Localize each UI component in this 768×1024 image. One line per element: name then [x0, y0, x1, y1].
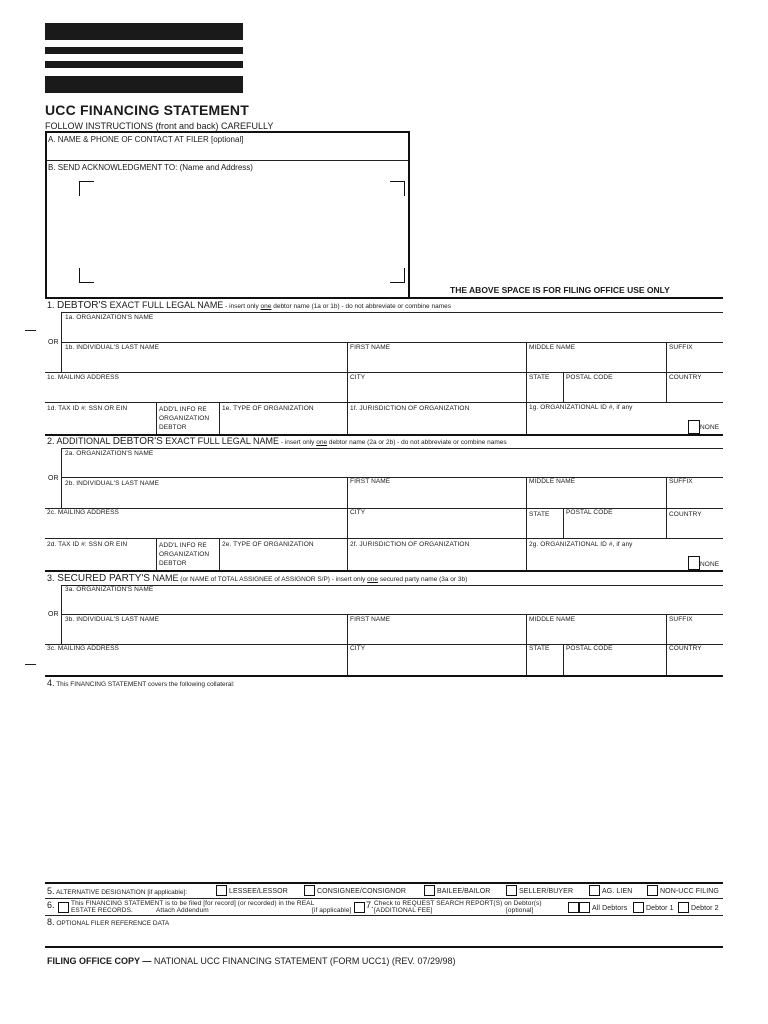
last-name-field[interactable]: 3b. INDIVIDUAL'S LAST NAME — [65, 616, 160, 623]
col-line — [156, 538, 157, 570]
section-2-heading — [47, 436, 507, 448]
section-4-heading — [47, 678, 235, 690]
consignee-consignor-checkbox[interactable] — [304, 885, 315, 896]
row-line — [45, 915, 723, 916]
bailee-bailor-label: BAILEE/BAILOR — [437, 888, 491, 895]
section-5-heading — [47, 886, 187, 898]
header-bar-1 — [45, 23, 243, 40]
debtor-2-label: Debtor 2 — [691, 905, 719, 912]
section-note: - insert only — [223, 303, 261, 310]
row-line — [45, 402, 723, 403]
state-field[interactable]: STATE — [529, 374, 550, 381]
col-line — [526, 402, 527, 434]
country-field[interactable]: COUNTRY — [669, 511, 702, 518]
section-note: debtor name (2a or 2b) - do not abbreviate or combine names — [327, 439, 507, 446]
none-label: NONE — [700, 424, 720, 431]
middle-name-field[interactable]: MIDDLE NAME — [529, 344, 576, 351]
alt-designation-label: ALTERNATIVE DESIGNATION [if applicable]: — [54, 889, 188, 896]
jurisdiction-field[interactable]: 2f. JURISDICTION OF ORGANIZATION — [350, 541, 470, 548]
acknowledgment-field[interactable]: B. SEND ACKNOWLEDGMENT TO: (Name and Address) — [48, 163, 253, 172]
mailing-address-field[interactable]: 2c. MAILING ADDRESS — [47, 509, 119, 516]
middle-name-field[interactable]: MIDDLE NAME — [529, 616, 576, 623]
bailee-bailor-checkbox[interactable] — [424, 885, 435, 896]
none-checkbox[interactable] — [688, 420, 700, 434]
debtor-1-checkbox[interactable] — [633, 902, 644, 913]
row-line — [61, 477, 723, 478]
real-estate-line-2b: Attach Addendum — [156, 907, 209, 914]
org-name-field[interactable]: 3a. ORGANIZATION'S NAME — [65, 586, 154, 593]
section-6-number: 6. — [47, 900, 55, 910]
middle-name-field[interactable]: MIDDLE NAME — [529, 478, 576, 485]
section-rule — [45, 570, 723, 572]
section-rule — [45, 882, 723, 884]
section-note-emphasis: one — [260, 303, 272, 310]
or-label: OR — [48, 611, 59, 618]
real-estate-records-checkbox[interactable] — [58, 902, 69, 913]
filer-box — [45, 131, 410, 299]
contact-field[interactable]: A. NAME & PHONE OF CONTACT AT FILER [optional] — [48, 135, 244, 144]
header-bar-3 — [45, 61, 243, 68]
suffix-field[interactable]: SUFFIX — [669, 344, 693, 351]
org-type-field[interactable]: 2e. TYPE OF ORGANIZATION — [222, 541, 314, 548]
addl-info-line: DEBTOR — [159, 424, 187, 431]
header-bar-2 — [45, 47, 243, 54]
city-field[interactable]: CITY — [350, 374, 366, 381]
section-number: 3. — [47, 573, 55, 583]
seller-buyer-label: SELLER/BUYER — [519, 888, 574, 895]
collateral-label: This FINANCING STATEMENT covers the following collateral: — [54, 681, 235, 688]
col-line — [347, 402, 348, 434]
section-note: debtor name (1a or 1b) - do not abbreviate or combine names — [271, 303, 451, 310]
ag-lien-label: AG. LIEN — [602, 888, 633, 895]
bracket-bottom-left — [79, 268, 94, 283]
mailing-address-field[interactable]: 3c. MAILING ADDRESS — [47, 645, 119, 652]
row-line — [45, 644, 723, 645]
section-rule — [45, 297, 723, 299]
search-report-checkbox[interactable] — [568, 902, 579, 913]
row-line — [61, 342, 723, 343]
section-title-pre: ADDITIONAL — [54, 436, 113, 446]
row-line — [61, 448, 723, 449]
all-debtors-label: All Debtors — [592, 905, 628, 912]
row-line — [45, 508, 723, 509]
search-report-line-2b: [optional] — [506, 907, 534, 914]
search-report-line-2a: [ADDITIONAL FEE] — [374, 907, 433, 914]
footer-rule — [45, 946, 723, 948]
real-estate-line-2c: [if applicable] — [312, 907, 352, 914]
none-checkbox[interactable] — [688, 556, 700, 570]
tax-id-field[interactable]: 2d. TAX ID #: SSN OR EIN — [47, 541, 128, 548]
all-debtors-checkbox[interactable] — [579, 902, 590, 913]
section-title-rest: EXACT FULL LEGAL NAME — [107, 300, 224, 310]
consignee-consignor-label: CONSIGNEE/CONSIGNOR — [317, 888, 407, 895]
row-line — [45, 372, 723, 373]
non-ucc-filing-checkbox[interactable] — [647, 885, 658, 896]
section-3-heading — [47, 573, 467, 585]
seller-buyer-checkbox[interactable] — [506, 885, 517, 896]
section-title-rest: NAME — [149, 573, 179, 583]
debtor-2-checkbox[interactable] — [678, 902, 689, 913]
col-line — [61, 312, 62, 372]
or-label: OR — [48, 339, 59, 346]
addl-info-label — [159, 541, 209, 568]
section-note-emphasis: one — [316, 439, 328, 446]
first-name-field[interactable]: FIRST NAME — [350, 478, 391, 485]
col-line — [526, 538, 527, 570]
bracket-bottom-right — [390, 268, 405, 283]
bracket-top-left — [79, 181, 94, 196]
col-line — [219, 538, 220, 570]
header-bar-4 — [45, 76, 243, 93]
row-line — [45, 898, 723, 899]
tax-id-field[interactable]: 1d. TAX ID #: SSN OR EIN — [47, 405, 128, 412]
org-name-field[interactable]: 1a. ORGANIZATION'S NAME — [65, 314, 154, 321]
lessee-lessor-checkbox[interactable] — [216, 885, 227, 896]
section-note: - insert only — [279, 439, 317, 446]
org-id-field[interactable]: 1g. ORGANIZATIONAL ID #, if any — [529, 404, 633, 411]
col-line — [61, 448, 62, 508]
col-line — [61, 585, 62, 644]
section-title: DEBTOR'S — [57, 300, 108, 311]
search-report-line-1: Check to REQUEST SEARCH REPORT(S) on Debtor(s) — [374, 900, 542, 907]
col-line — [563, 644, 564, 675]
bracket-top-right — [390, 181, 405, 196]
country-field[interactable]: COUNTRY — [669, 645, 702, 652]
addl-info-label — [159, 405, 209, 432]
attach-addendum-checkbox[interactable] — [354, 902, 365, 913]
city-field[interactable]: CITY — [350, 509, 366, 516]
section-number: 2. — [47, 436, 55, 446]
col-line — [347, 538, 348, 570]
section-note: (or NAME of TOTAL ASSIGNEE of ASSIGNOR S/P) - insert only — [178, 576, 368, 583]
non-ucc-filing-label: NON-UCC FILING — [660, 888, 719, 895]
ag-lien-checkbox[interactable] — [589, 885, 600, 896]
suffix-field[interactable]: SUFFIX — [669, 616, 693, 623]
filer-reference-label: OPTIONAL FILER REFERENCE DATA — [54, 920, 170, 927]
col-line — [156, 402, 157, 434]
state-field[interactable]: STATE — [529, 645, 550, 652]
section-rule — [45, 675, 723, 677]
none-label: NONE — [700, 561, 720, 568]
addl-info-line: ADD'L INFO RE — [159, 406, 207, 413]
addl-info-line: ORGANIZATION — [159, 415, 210, 422]
org-name-field[interactable]: 2a. ORGANIZATION'S NAME — [65, 450, 154, 457]
col-line — [563, 372, 564, 402]
suffix-field[interactable]: SUFFIX — [669, 478, 693, 485]
first-name-field[interactable]: FIRST NAME — [350, 344, 391, 351]
filer-reference-field[interactable] — [45, 928, 723, 946]
real-estate-line-2a: ESTATE RECORDS. — [71, 907, 133, 914]
postal-code-field[interactable]: POSTAL CODE — [566, 645, 613, 652]
jurisdiction-field[interactable]: 1f. JURISDICTION OF ORGANIZATION — [350, 405, 470, 412]
footer-form-id: NATIONAL UCC FINANCING STATEMENT (FORM UCC1) (REV. 07/29/98) — [151, 956, 456, 966]
col-line — [219, 402, 220, 434]
section-7-number: 7. — [366, 900, 374, 910]
addl-info-line: DEBTOR — [159, 560, 187, 567]
form-subtitle: FOLLOW INSTRUCTIONS (front and back) CAREFULLY — [45, 121, 274, 131]
state-field[interactable]: STATE — [529, 511, 550, 518]
debtor-1-label: Debtor 1 — [646, 905, 674, 912]
mailing-address-field[interactable]: 1c. MAILING ADDRESS — [47, 374, 119, 381]
section-number: 5. — [47, 886, 55, 896]
col-line — [563, 508, 564, 538]
city-field[interactable]: CITY — [350, 645, 366, 652]
last-name-field[interactable]: 1b. INDIVIDUAL'S LAST NAME — [65, 344, 160, 351]
addl-info-line: ORGANIZATION — [159, 551, 210, 558]
org-id-field[interactable]: 2g. ORGANIZATIONAL ID #, if any — [529, 541, 633, 548]
section-number: 4. — [47, 678, 55, 688]
section-note-emphasis: one — [367, 576, 379, 583]
row-line — [61, 585, 723, 586]
form-title: UCC FINANCING STATEMENT — [45, 102, 249, 118]
or-label: OR — [48, 475, 59, 482]
divider — [47, 160, 408, 161]
section-number: 8. — [47, 917, 55, 927]
section-title: DEBTOR'S — [112, 436, 163, 447]
section-title: SECURED PARTY'S — [54, 573, 150, 584]
postal-code-field[interactable]: POSTAL CODE — [566, 509, 613, 516]
lessee-lessor-label: LESSEE/LESSOR — [229, 888, 288, 895]
last-name-field[interactable]: 2b. INDIVIDUAL'S LAST NAME — [65, 480, 160, 487]
org-type-field[interactable]: 1e. TYPE OF ORGANIZATION — [222, 405, 314, 412]
collateral-area[interactable] — [45, 692, 723, 880]
margin-tick — [25, 330, 36, 331]
footer-copy-label: FILING OFFICE COPY — — [47, 956, 152, 966]
section-number: 1. — [47, 300, 55, 310]
footer-text — [47, 956, 456, 966]
country-field[interactable]: COUNTRY — [669, 374, 702, 381]
postal-code-field[interactable]: POSTAL CODE — [566, 374, 613, 381]
margin-tick — [25, 664, 36, 665]
section-title-rest: EXACT FULL LEGAL NAME — [162, 436, 279, 446]
section-1-heading — [47, 300, 451, 312]
row-line — [45, 538, 723, 539]
section-note: secured party name (3a or 3b) — [378, 576, 468, 583]
first-name-field[interactable]: FIRST NAME — [350, 616, 391, 623]
row-line — [61, 312, 723, 313]
row-line — [61, 614, 723, 615]
addl-info-line: ADD'L INFO RE — [159, 542, 207, 549]
filing-office-note: THE ABOVE SPACE IS FOR FILING OFFICE USE ONLY — [450, 285, 670, 295]
real-estate-line-1: This FINANCING STATEMENT is to be filed [for record] (or recorded) in the REAL — [71, 900, 315, 907]
